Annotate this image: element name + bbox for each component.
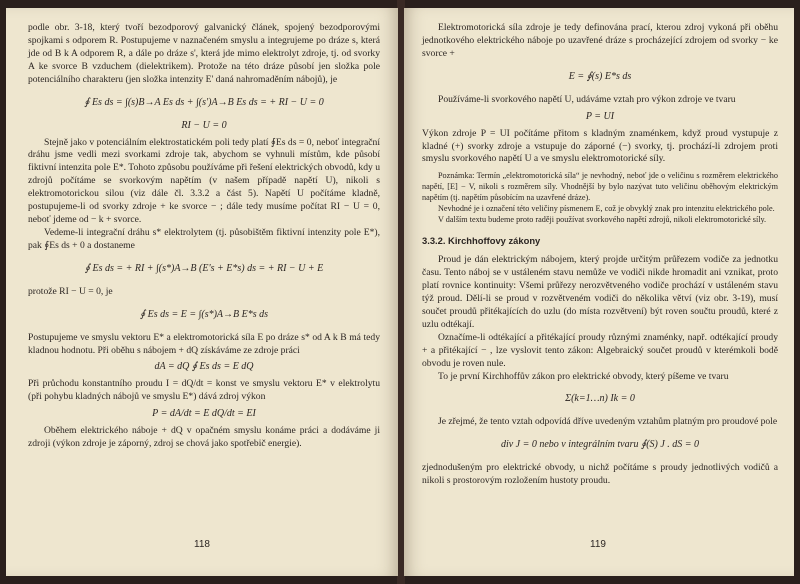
paragraph: podle obr. 3-18, který tvoří bezodporový galvanický článek, spojený bezodporovými spojkami s odporem R. Postupujeme v naznačeném smyslu a integrujeme po dráze s, která jde od B k A odporem R, a dále po dráze s', která jde mimo elektrolyt zdroje, tj. od svorky A ke svorce B vzduchem (dielektrikem). Protože na této dráze působí jen složka pole potenciálního charakteru (jen složka intenzity E' daná nahromaděním nábojů), je (28, 22, 380, 85)
paragraph: Používáme-li svorkového napětí U, udáváme vztah pro výkon zdroje ve tvaru (438, 93, 736, 105)
equation: E = ∮(s) E*s ds (568, 70, 632, 82)
paragraph: Elektromotorická síla zdroje je tedy definována prací, kterou zdroj vykoná při oběhu jednotkového elektrického náboje po uzavřené dráze s procházející zdrojem od svorky − ke svorce + (422, 22, 778, 59)
equation: ∮ Es ds = + RI + ∫(s*)A→B (E's + E*s) ds = + RI − U + E (84, 262, 324, 274)
paragraph: protože RI − U = 0, je (28, 285, 113, 297)
paragraph: Označíme-li odtékající a přitékající proudy různými znaménky, např. odtékající proudy + a přitékající − , lze vyslovit tento zákon: Algebraický součet proudů v kterémkoli bodě obvodu je roven nule. (422, 331, 778, 369)
section-heading: 3.3.2. Kirchhoffovy zákony (422, 235, 541, 247)
equation: P = dA/dt = E dQ/dt = EI (152, 408, 256, 420)
paragraph: Proud je dán elektrickým nábojem, který projde určitým průřezem vodiče za jednotku času. Tento náboj se v ustáleném stavu nemůže ve vodiči nikde hromadit ani vznikat, proto platí rovnice kontinuity: Všemi průřezy nerozvětveného vodiče prochází v ustáleném stavu týž proud. Dělí-li se proud v rozvětveném vodiči do několika větví (viz obr. 3-19), musí součet proudů přitékajících do uzlu (do místa rozvětvení) být roven součtu proudů, které z uzlu odtékají. (422, 254, 778, 330)
page-number: 118 (194, 539, 210, 550)
equation: div J = 0 nebo v integrálním tvaru ∮(S) J . dS = 0 (500, 439, 700, 451)
equation: ∮ Es ds = E = ∫(s*)A→B E*s ds (139, 308, 269, 320)
paragraph: Při průchodu konstantního proudu I = dQ/dt = konst ve smyslu vektoru E* v elektrolytu (při pohybu kladných nábojů ve smyslu E*) dává zdroj výkon (28, 378, 380, 403)
paragraph: zjednodušeným pro elektrické obvody, u nichž počítáme s proudy jednotlivých vodičů a nikoli s prostorovým rozložením hustoty proudu. (422, 462, 778, 487)
paragraph: Je zřejmé, že tento vztah odpovídá dříve uvedeným vztahům platným pro proudové pole (438, 416, 778, 428)
paragraph: To je první Kirchhoffův zákon pro elektrické obvody, který píšeme ve tvaru (438, 370, 729, 382)
page-number: 119 (590, 539, 606, 550)
note-paragraph: Poznámka: Termín „elektromotorická síla“ je nevhodný, neboť jde o veličinu s rozměrem elektrického napětí, [E] − V, nikoli s rozměrem síly. Vhodnější by bylo nazývat tuto veličinu oběhovým elektrickým napětím (tj. napětím působícím na uzavřené dráze). (422, 171, 778, 203)
right-page-text (422, 22, 778, 488)
right-page (404, 8, 794, 576)
equation: ∮ Es ds = ∫(s)B→A Es ds + ∫(s')A→B Es ds = + RI − U = 0 (84, 96, 324, 108)
paragraph: Postupujeme ve smyslu vektoru E* a elektromotorická síla E po dráze s* od A k B má tedy kladnou hodnotu. Při oběhu s nábojem + dQ získáváme ze zdroje práci (28, 331, 380, 356)
equation: RI − U = 0 (181, 119, 227, 131)
paragraph: Výkon zdroje P = UI počítáme přitom s kladným znaménkem, když proud vystupuje z kladné (+) svorky zdroje a vstupuje do záporné (−) svorky, tj. prochází-li zdrojem proti smyslu svorkového napětí U a ve smyslu elektromotorické síly. (422, 127, 778, 165)
left-page-text (28, 22, 380, 451)
note-paragraph: V dalším textu budeme proto raději používat svorkového napětí zdrojů, nikoli elektromotorické síly. (438, 215, 767, 225)
paragraph: Vedeme-li integrační dráhu s* elektrolytem (tj. působištěm fiktivní intenzity pole E*), pak ∮Es ds + 0 a dostaneme (28, 226, 380, 251)
paragraph: Oběhem elektrického náboje + dQ v opačném smyslu konáme práci a dodáváme ji zdroji (výkon zdroje je záporný, zdroj se chová jako spotřebič energie). (28, 425, 380, 450)
equation: Σ(k=1…n) Ik = 0 (565, 393, 635, 405)
note-paragraph: Nevhodné je i označení této veličiny písmenem E, což je obvyklý znak pro intenzitu elektrického pole. (438, 204, 775, 214)
paragraph: Stejně jako v potenciálním elektrostatickém poli tedy platí ∮Es ds = 0, neboť integrační dráhu jsme vedli mezi svorkami zdroje tak, abychom se vyhnuli místům, kde působí fiktivní intenzita pole E*. Tohoto způsobu používáme při řešení elektrických obvodů, kdy u zdrojů počítáme se svorkovým napětím (v našem případě napětí U), nikoli s elektromotorickou silou (viz dále čl. 3.3.2 a část 5). Napětí U počítáme kladně, postupujeme-li od svorky zdroje + ke svorce − ; dále tedy musíme počítat RI − U = 0, neboť jdeme od − k + svorce. (28, 136, 380, 225)
left-page (6, 8, 398, 576)
equation: dA = dQ ∮ Es ds = E dQ (154, 361, 254, 373)
equation: P = UI (585, 110, 615, 122)
